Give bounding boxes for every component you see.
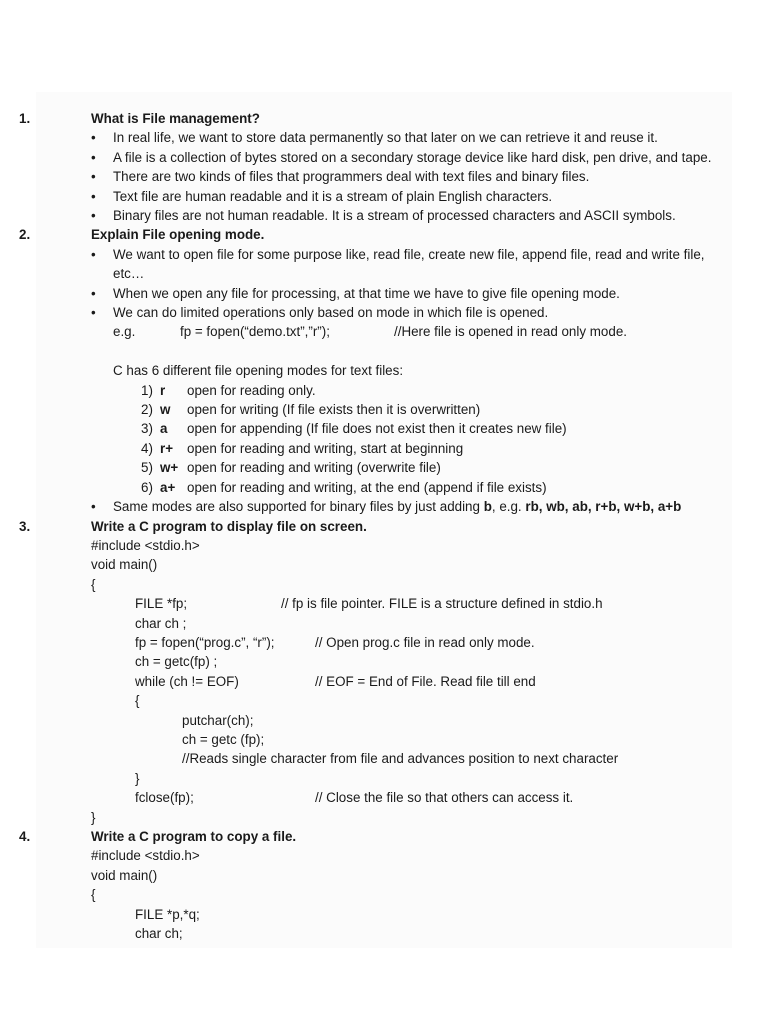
example-line bbox=[91, 322, 715, 341]
question-2-title: Explain File opening mode. bbox=[91, 227, 265, 243]
code-block-copy-file bbox=[55, 846, 715, 943]
question-1-number: 1. bbox=[19, 111, 31, 126]
code-line: FILE *p,*q; bbox=[135, 906, 200, 922]
code-line: } bbox=[91, 809, 96, 825]
code-line: char ch; bbox=[135, 926, 183, 942]
code-line: void main() bbox=[91, 557, 158, 573]
code-line: while (ch != EOF) // EOF = End of File. Read file till end bbox=[135, 673, 536, 689]
code-line: ch = getc(fp) ; bbox=[135, 654, 218, 670]
example-comment: //Here file is opened in read only mode. bbox=[394, 324, 627, 340]
question-3-number: 3. bbox=[19, 518, 31, 534]
code-line: #include <stdio.h> bbox=[91, 537, 200, 553]
list-item: • We can do limited operations only based on mode in which file is opened. bbox=[91, 305, 549, 321]
list-item: • When we open any file for processing, at that time we have to give file opening mode. bbox=[91, 285, 620, 301]
code-line: char ch ; bbox=[135, 615, 187, 631]
modes-intro: C has 6 different file opening modes for text files: bbox=[113, 363, 404, 379]
document-content bbox=[19, 109, 715, 943]
list-item: • Text file are human readable and it is a stream of plain English characters. bbox=[91, 188, 553, 204]
question-1-bullets bbox=[55, 128, 715, 225]
list-item: • A file is a collection of bytes stored on a secondary storage device like hard disk, pen drive, and tape. bbox=[91, 149, 712, 165]
list-item: • In real life, we want to store data permanently so that later on we can retrieve it and reuse it. bbox=[91, 130, 658, 146]
modes-list bbox=[91, 381, 715, 497]
code-line: FILE *fp; // fp is file pointer. FILE is a structure defined in stdio.h bbox=[135, 596, 603, 612]
code-line: putchar(ch); bbox=[182, 712, 254, 728]
list-item: 1) r open for reading only. bbox=[141, 382, 316, 398]
code-line: } bbox=[135, 770, 140, 786]
code-line: #include <stdio.h> bbox=[91, 848, 200, 864]
code-line: //Reads single character from file and advances position to next character bbox=[182, 751, 619, 767]
code-line: { bbox=[91, 576, 96, 592]
question-4-number: 4. bbox=[19, 829, 31, 845]
list-item: • Same modes are also supported for binary files by just adding b, e.g. rb, wb, ab, r+b, w+b, a+b bbox=[91, 499, 682, 515]
example-code: fp = fopen(“demo.txt”,”r”); bbox=[180, 324, 330, 340]
code-line: void main() bbox=[91, 867, 158, 883]
question-3 bbox=[19, 517, 715, 536]
question-2-number: 2. bbox=[19, 227, 31, 243]
list-item: • There are two kinds of files that programmers deal with text files and binary files. bbox=[91, 169, 590, 185]
code-line: { bbox=[135, 693, 140, 709]
list-item: • We want to open file for some purpose like, read file, create new file, append file, read and write file, etc… bbox=[91, 246, 705, 282]
list-item: • Binary files are not human readable. It is a stream of processed characters and ASCII symbols. bbox=[91, 208, 676, 224]
question-1 bbox=[19, 109, 715, 128]
list-item: 4) r+ open for reading and writing, start at beginning bbox=[141, 440, 464, 456]
list-item: 2) w open for writing (If file exists then it is overwritten) bbox=[141, 402, 481, 418]
list-item: 3) a open for appending (If file does not exist then it creates new file) bbox=[141, 421, 567, 437]
code-line: ch = getc (fp); bbox=[182, 731, 265, 747]
question-2-bullets bbox=[55, 245, 715, 323]
list-item: 6) a+ open for reading and writing, at the end (append if file exists) bbox=[141, 479, 547, 495]
code-line: fp = fopen(“prog.c”, “r”); // Open prog.c file in read only mode. bbox=[135, 634, 535, 650]
example-label: e.g. bbox=[113, 324, 136, 340]
question-4 bbox=[19, 827, 715, 846]
code-line: { bbox=[91, 887, 96, 903]
code-block-display-file bbox=[55, 536, 715, 827]
question-2 bbox=[19, 225, 715, 244]
question-1-title: What is File management? bbox=[91, 111, 260, 126]
question-3-title: Write a C program to display file on screen. bbox=[91, 518, 367, 534]
question-4-title: Write a C program to copy a file. bbox=[91, 829, 297, 845]
code-line: fclose(fp); // Close the file so that others can access it. bbox=[135, 790, 574, 806]
list-item: 5) w+ open for reading and writing (overwrite file) bbox=[141, 460, 441, 476]
